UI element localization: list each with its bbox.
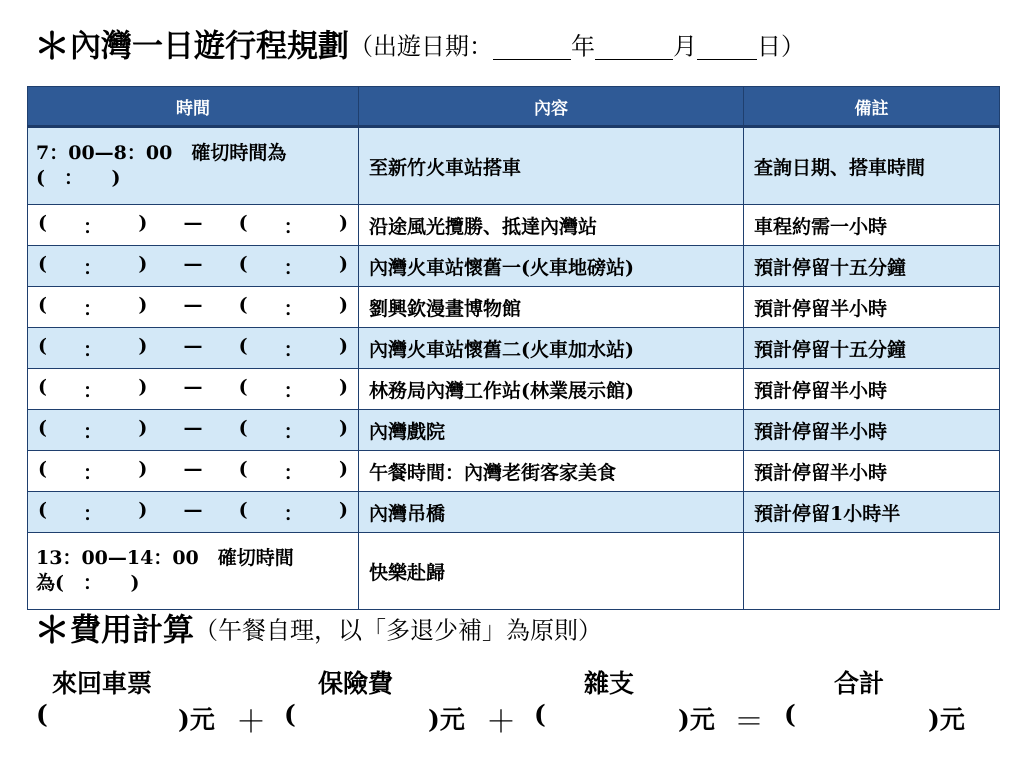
year-blank[interactable]	[493, 33, 571, 60]
time-slot-part: ：	[283, 256, 303, 279]
time-slot-part: ：	[83, 297, 103, 320]
time-slot-part: (	[238, 252, 248, 275]
time-slot-cell[interactable]	[28, 328, 359, 369]
time-slot-part: ：	[83, 338, 103, 361]
table-header-row	[28, 87, 1000, 127]
time-slot-part: —	[183, 416, 203, 439]
header-time: 時間	[28, 87, 359, 127]
time-slot-part: (	[38, 457, 47, 480]
time-slot-part: ：	[83, 256, 103, 279]
time-slot-part: (	[38, 252, 47, 275]
day-label: 日）	[757, 32, 806, 61]
fee-formula	[0, 700, 1024, 744]
table-row	[28, 410, 1000, 451]
time-slot-part: ：	[83, 379, 103, 402]
fee-label-ticket: 來回車票	[52, 669, 153, 698]
total-open: (	[784, 700, 796, 729]
content-cell: 林務局內灣工作站(林業展示館)	[359, 369, 744, 410]
time-slot-part: —	[183, 293, 203, 316]
time-slot-cell[interactable]	[28, 369, 359, 410]
time-slot-blanks	[38, 253, 348, 280]
table-row	[28, 246, 1000, 287]
time-blank: 為( ： )	[36, 572, 140, 594]
note-cell[interactable]	[744, 533, 1000, 610]
content-cell: 沿途風光攬勝、抵達內灣站	[359, 205, 744, 246]
time-slot-part: )	[338, 252, 348, 275]
time-slot-cell[interactable]	[28, 492, 359, 533]
table-row	[28, 328, 1000, 369]
time-slot-blanks	[38, 417, 348, 444]
table-row	[28, 533, 1000, 610]
time-slot-part: )	[338, 211, 348, 234]
day-blank[interactable]	[697, 33, 757, 60]
time-slot-cell[interactable]	[28, 205, 359, 246]
time-slot-part: (	[38, 416, 47, 439]
content-cell: 內灣火車站懷舊一(火車地磅站)	[359, 246, 744, 287]
time-text: 13：00—14：00 確切時間	[36, 547, 294, 569]
fee-subtitle: （午餐自理，以「多退少補」為原則）	[194, 616, 603, 645]
header-content: 內容	[359, 87, 744, 127]
note-cell: 預計停留1小時半	[744, 492, 1000, 533]
time-slot-part: )	[338, 498, 348, 521]
header-note: 備註	[744, 87, 1000, 127]
time-slot-blanks	[38, 376, 348, 403]
time-slot-part: ：	[83, 215, 103, 238]
note-cell: 預計停留半小時	[744, 369, 1000, 410]
time-slot-part: ：	[283, 502, 303, 525]
content-cell: 快樂赴歸	[359, 533, 744, 610]
total-close: )元	[928, 705, 965, 734]
time-slot-part: )	[138, 293, 148, 316]
time-slot-part: )	[138, 211, 148, 234]
time-slot-part: )	[138, 334, 148, 357]
time-slot-cell[interactable]	[28, 410, 359, 451]
content-cell: 午餐時間：內灣老街客家美食	[359, 451, 744, 492]
table-row	[28, 451, 1000, 492]
time-slot-part: ：	[83, 502, 103, 525]
time-slot-part: (	[238, 293, 248, 316]
plus-sign-2: ＋	[486, 705, 516, 740]
content-cell: 至新竹火車站搭車	[359, 127, 744, 205]
schedule-table	[27, 86, 1000, 610]
time-slot-part: )	[138, 457, 148, 480]
insurance-close: )元	[428, 705, 465, 734]
time-slot-part: ：	[83, 461, 103, 484]
month-blank[interactable]	[595, 33, 673, 60]
time-slot-part: )	[338, 293, 348, 316]
time-slot-part: —	[183, 375, 203, 398]
time-slot-part: —	[183, 334, 203, 357]
time-blank: ( ： )	[36, 167, 121, 189]
ticket-close: )元	[178, 705, 215, 734]
table-row	[28, 492, 1000, 533]
note-cell: 預計停留半小時	[744, 410, 1000, 451]
content-cell: 劉興欽漫畫博物館	[359, 287, 744, 328]
equals-sign: ＝	[734, 705, 764, 740]
time-slot-blanks	[38, 212, 348, 239]
time-slot-part: )	[338, 375, 348, 398]
time-slot-part: (	[38, 211, 47, 234]
fee-section-title	[34, 606, 994, 654]
fee-star: ＊	[34, 609, 71, 652]
time-slot-cell[interactable]	[28, 287, 359, 328]
time-slot-blanks	[38, 335, 348, 362]
ticket-open: (	[36, 700, 48, 729]
time-slot-part: )	[338, 457, 348, 480]
fee-label-misc: 雜支	[584, 669, 635, 698]
time-slot-part: )	[338, 334, 348, 357]
insurance-open: (	[284, 700, 296, 729]
misc-open: (	[534, 700, 546, 729]
time-cell[interactable]	[28, 533, 359, 610]
fee-label-total: 合計	[834, 669, 885, 698]
misc-close: )元	[678, 705, 715, 734]
time-slot-blanks	[38, 294, 348, 321]
table-row	[28, 127, 1000, 205]
time-slot-part: ：	[283, 338, 303, 361]
time-slot-part: ：	[83, 420, 103, 443]
time-slot-part: (	[238, 498, 248, 521]
note-cell: 車程約需一小時	[744, 205, 1000, 246]
time-cell[interactable]	[28, 127, 359, 205]
time-slot-part: (	[38, 498, 47, 521]
content-cell: 內灣火車站懷舊二(火車加水站)	[359, 328, 744, 369]
month-label: 月	[673, 32, 698, 61]
content-cell: 內灣戲院	[359, 410, 744, 451]
table-row	[28, 369, 1000, 410]
time-slot-part: )	[138, 252, 148, 275]
title-main: 內灣一日遊行程規劃	[70, 28, 350, 65]
time-slot-part: ：	[283, 461, 303, 484]
time-slot-part: (	[38, 375, 47, 398]
fee-title: 費用計算	[70, 612, 195, 649]
fee-label-insurance: 保險費	[318, 669, 394, 698]
year-label: 年	[571, 32, 596, 61]
time-slot-part: —	[183, 498, 203, 521]
time-slot-part: ：	[283, 379, 303, 402]
time-slot-part: )	[138, 416, 148, 439]
content-cell: 內灣吊橋	[359, 492, 744, 533]
note-cell: 預計停留十五分鐘	[744, 328, 1000, 369]
table-row	[28, 287, 1000, 328]
time-slot-part: )	[138, 498, 148, 521]
note-cell: 預計停留十五分鐘	[744, 246, 1000, 287]
time-slot-part: (	[38, 293, 47, 316]
table-row	[28, 205, 1000, 246]
time-slot-cell[interactable]	[28, 451, 359, 492]
plus-sign-1: ＋	[236, 705, 266, 740]
time-slot-part: )	[138, 375, 148, 398]
time-slot-part: ：	[283, 215, 303, 238]
time-slot-part: —	[183, 457, 203, 480]
title-star: ＊	[34, 25, 71, 68]
time-slot-part: (	[238, 457, 248, 480]
time-slot-part: —	[183, 211, 203, 234]
time-slot-part: (	[238, 211, 248, 234]
time-slot-part: ：	[283, 297, 303, 320]
time-slot-part: (	[238, 416, 248, 439]
time-slot-part: —	[183, 252, 203, 275]
note-cell: 查詢日期、搭車時間	[744, 127, 1000, 205]
time-slot-cell[interactable]	[28, 246, 359, 287]
time-slot-part: ：	[283, 420, 303, 443]
time-slot-part: )	[338, 416, 348, 439]
note-cell: 預計停留半小時	[744, 451, 1000, 492]
time-text: 7：00—8：00 確切時間為	[36, 142, 287, 164]
title-date-prefix: （出遊日期：	[349, 32, 494, 61]
time-slot-part: (	[238, 334, 248, 357]
page-title	[34, 22, 994, 70]
time-slot-blanks	[38, 499, 348, 526]
time-slot-part: (	[238, 375, 248, 398]
time-slot-part: (	[38, 334, 47, 357]
note-cell: 預計停留半小時	[744, 287, 1000, 328]
time-slot-blanks	[38, 458, 348, 485]
